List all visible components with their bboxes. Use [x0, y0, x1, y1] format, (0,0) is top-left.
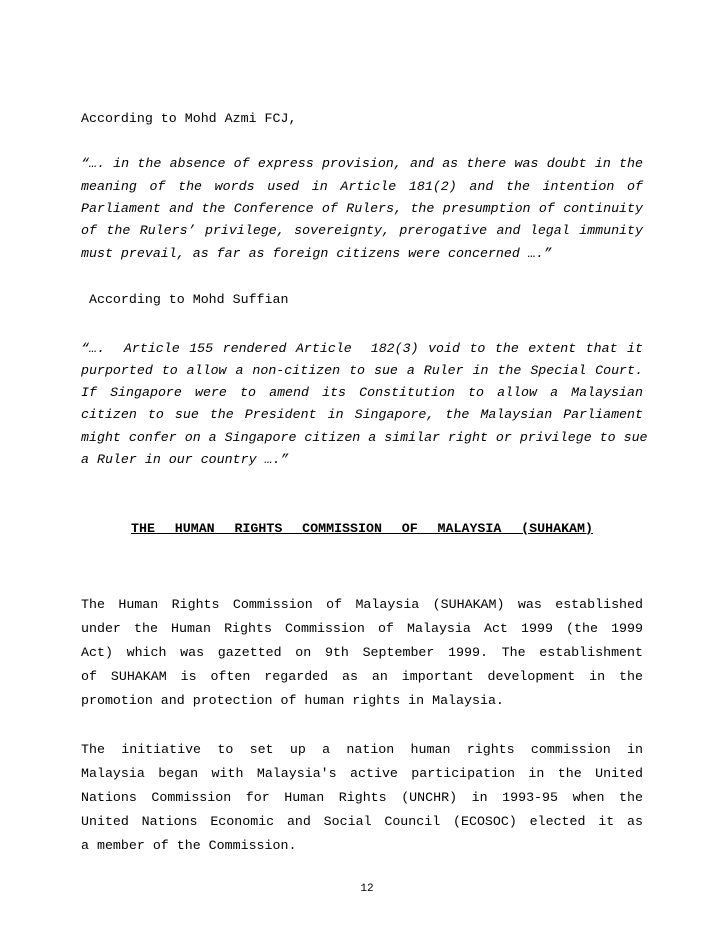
quote-line: must prevail, as far as foreign citizens were concerned ….” [81, 246, 552, 261]
section-heading: THE HUMAN RIGHTS COMMISSION OF MALAYSIA (SUHAKAM) [131, 521, 593, 536]
paragraph-line: of SUHAKAM is often regarded as an important development in the [81, 669, 643, 684]
quote-line: Parliament and the Conference of Rulers, the presumption of continuity [81, 201, 643, 216]
paragraph-line: promotion and protection of human rights in Malaysia. [81, 693, 504, 708]
quote-line: citizen to sue the President in Singapore, the Malaysian Parliament [81, 407, 643, 422]
quote-line: of the Rulers’ privilege, sovereignty, prerogative and legal immunity [81, 223, 643, 238]
quote-line: “…. in the absence of express provision, and as there was doubt in the [81, 156, 643, 171]
quote-line: “…. Article 155 rendered Article 182(3) void to the extent that it [81, 341, 643, 356]
paragraph-line: The Human Rights Commission of Malaysia (SUHAKAM) was established [81, 597, 643, 612]
page-number: 12 [360, 883, 374, 895]
quote-line: If Singapore were to amend its Constitution to allow a Malaysian [81, 385, 643, 400]
paragraph-line: under the Human Rights Commission of Malaysia Act 1999 (the 1999 [81, 621, 643, 636]
paragraph-line: The initiative to set up a nation human rights commission in [81, 742, 643, 757]
paragraph-line: Act) which was gazetted on 9th September 1999. The establishment [81, 645, 643, 660]
quote-line: meaning of the words used in Article 181(2) and the intention of [81, 179, 643, 194]
paragraph-line: Nations Commission for Human Rights (UNCHR) in 1993-95 when the [81, 790, 643, 805]
quote-line: might confer on a Singapore citizen a similar right or privilege to sue [81, 430, 648, 445]
paragraph-line: a member of the Commission. [81, 838, 297, 853]
intro-azmi: According to Mohd Azmi FCJ, [81, 111, 297, 126]
quote-line: a Ruler in our country ….” [81, 452, 289, 467]
intro-suffian: According to Mohd Suffian [81, 292, 289, 307]
paragraph-line: Malaysia began with Malaysia's active participation in the United [81, 766, 643, 781]
quote-line: purported to allow a non-citizen to sue a Ruler in the Special Court. [81, 363, 643, 378]
paragraph-line: United Nations Economic and Social Council (ECOSOC) elected it as [81, 814, 643, 829]
